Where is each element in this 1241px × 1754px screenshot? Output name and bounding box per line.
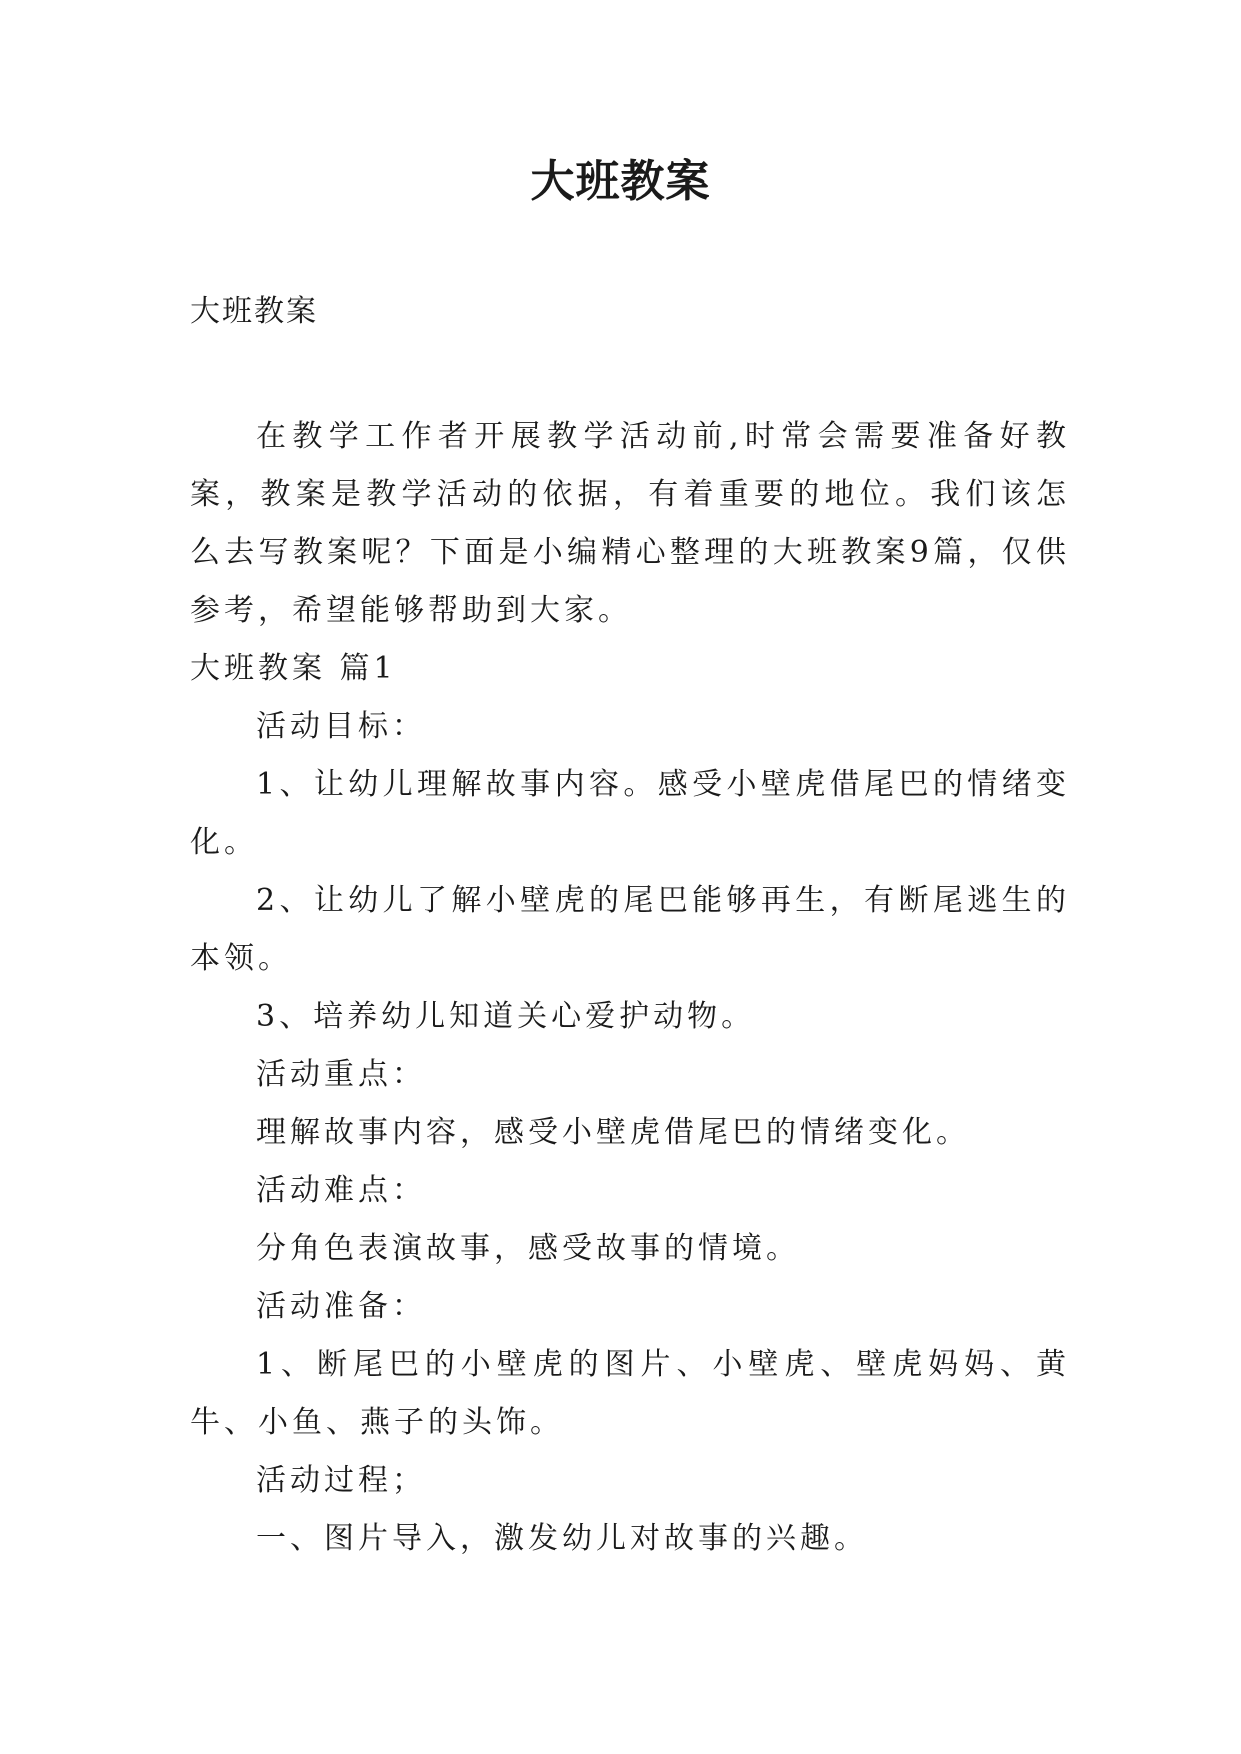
body-line-process-1: 一、图片导入，激发幼儿对故事的兴趣。 <box>256 1521 868 1556</box>
body-line-activity-goals: 活动目标： <box>256 709 426 744</box>
body-line-preparation-1: 1、断尾巴的小壁虎的图片、小壁虎、壁虎妈妈、黄牛、小鱼、燕子的头饰。 <box>190 1347 1070 1440</box>
body-line-difficulties: 活动难点： <box>256 1173 426 1208</box>
body-line-preparation: 活动准备： <box>256 1289 426 1324</box>
body-line-key-points-text: 理解故事内容，感受小壁虎借尾巴的情绪变化。 <box>256 1115 970 1150</box>
document-title: 大班教案 <box>530 156 711 207</box>
body-line-goal-3: 3、培养幼儿知道关心爱护动物。 <box>256 999 756 1034</box>
body-line-goal-1: 1、让幼儿理解故事内容。感受小壁虎借尾巴的情绪变化。 <box>190 767 1070 860</box>
body-line-difficulties-text: 分角色表演故事，感受故事的情境。 <box>256 1231 800 1266</box>
body-line-key-points: 活动重点： <box>256 1057 426 1092</box>
document-body <box>190 408 1070 1568</box>
document-subtitle: 大班教案 <box>190 294 318 329</box>
section-heading: 大班教案 篇1 <box>190 651 397 686</box>
intro-paragraph: 在教学工作者开展教学活动前,时常会需要准备好教案，教案是教学活动的依据，有着重要的地位。我们该怎么去写教案呢？下面是小编精心整理的大班教案9篇，仅供参考，希望能够帮助到大家。 <box>190 419 1070 628</box>
body-line-process: 活动过程； <box>256 1463 426 1498</box>
body-line-goal-2: 2、让幼儿了解小壁虎的尾巴能够再生，有断尾逃生的本领。 <box>190 883 1070 976</box>
